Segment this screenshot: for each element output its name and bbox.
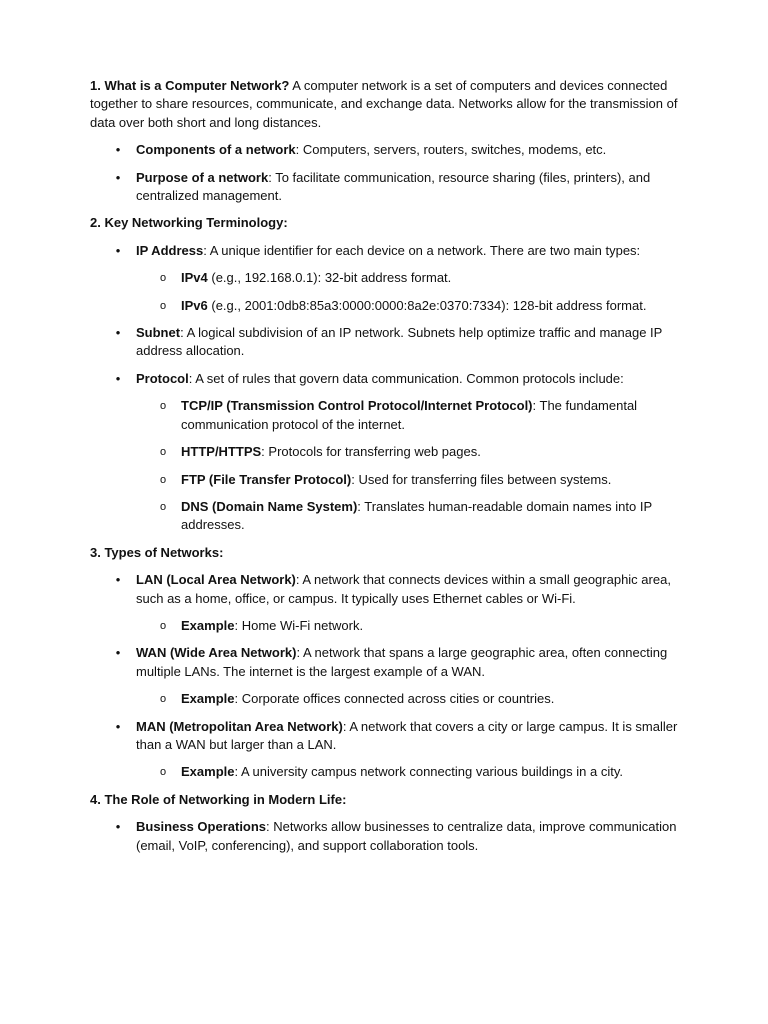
sub-list-item [136, 297, 680, 315]
item-term: IP Address [136, 242, 204, 258]
sub-item-term: Example [181, 691, 235, 707]
sub-list-item [136, 471, 680, 489]
circle-bullet-icon: o [159, 299, 167, 312]
list-item [90, 141, 680, 159]
section-2-list [90, 242, 680, 535]
bullet-icon: • [115, 142, 121, 158]
item-term: WAN (Wide Area Network) [136, 645, 297, 661]
sub-list [136, 397, 680, 534]
bullet-icon: • [115, 645, 121, 661]
sub-item-text: : The fundamental communication protocol of the internet. [181, 398, 638, 432]
sub-list-item [136, 763, 680, 781]
item-text: : A logical subdivision of an IP network. Subnets help optimize traffic and manage IP address allocation. [136, 325, 663, 359]
bullet-icon: • [115, 370, 121, 386]
item-text: : Networks allow businesses to centralize data, improve communication (email, VoIP, conferencing), and support collaboration tools. [136, 819, 677, 853]
section-4-heading [90, 791, 680, 809]
section-1-list [90, 141, 680, 205]
item-text: : A unique identifier for each device on a network. There are two main types: [203, 242, 641, 258]
item-term: LAN (Local Area Network) [136, 572, 296, 588]
sub-item-term: TCP/IP (Transmission Control Protocol/Internet Protocol) [181, 398, 533, 414]
section-3-heading-text: 3. Types of Networks: [90, 544, 224, 560]
sub-item-term: Example [181, 764, 235, 780]
item-term: Subnet [136, 325, 181, 341]
section-2-heading [90, 214, 680, 232]
sub-list-item [136, 397, 680, 434]
list-item [90, 169, 680, 206]
sub-item-text: (e.g., 2001:0db8:85a3:0000:0000:8a2e:0370:7334): 128-bit address format. [207, 297, 647, 313]
sub-item-term: HTTP/HTTPS [181, 444, 262, 460]
bullet-icon: • [115, 242, 121, 258]
sub-list [136, 269, 680, 315]
bullet-icon: • [115, 169, 121, 185]
sub-item-term: IPv6 [181, 297, 208, 313]
sub-item-text: : A university campus network connecting various buildings in a city. [234, 764, 623, 780]
item-text: : A set of rules that govern data communication. Common protocols include: [188, 370, 624, 386]
circle-bullet-icon: o [159, 500, 167, 513]
list-item [90, 571, 680, 635]
sub-list-item [136, 498, 680, 535]
item-term: Protocol [136, 370, 189, 386]
circle-bullet-icon: o [159, 473, 167, 486]
list-item [90, 324, 680, 361]
bullet-icon: • [115, 325, 121, 341]
section-4-list [90, 818, 680, 855]
circle-bullet-icon: o [159, 619, 167, 632]
sub-list-item [136, 443, 680, 461]
bullet-icon: • [115, 718, 121, 734]
section-3-heading [90, 544, 680, 562]
sub-list-item [136, 690, 680, 708]
item-text: : To facilitate communication, resource sharing (files, printers), and centralized management. [136, 169, 651, 204]
item-text: : A network that spans a large geographic area, often connecting multiple LANs. The internet is the largest example of a WAN. [136, 645, 668, 679]
sub-list [136, 763, 680, 781]
circle-bullet-icon: o [159, 446, 167, 459]
section-3-list [90, 571, 680, 782]
sub-item-term: Example [181, 617, 235, 633]
sub-item-term: IPv4 [181, 270, 208, 286]
circle-bullet-icon: o [159, 400, 167, 413]
item-term: Components of a network [136, 142, 296, 158]
item-text: : Computers, servers, routers, switches, modems, etc. [295, 142, 607, 158]
section-4-heading-text: 4. The Role of Networking in Modern Life: [90, 791, 347, 807]
section-1-heading: 1. What is a Computer Network? [90, 78, 290, 93]
item-text: : A network that covers a city or large campus. It is smaller than a WAN but larger than a LAN. [136, 718, 678, 752]
sub-item-term: FTP (File Transfer Protocol) [181, 471, 352, 487]
sub-list [136, 690, 680, 708]
sub-item-text: : Translates human-readable domain names into IP addresses. [181, 498, 652, 533]
section-2-heading-text: 2. Key Networking Terminology: [90, 215, 288, 231]
item-term: Purpose of a network [136, 169, 269, 185]
sub-list-item [136, 269, 680, 287]
list-item [90, 818, 680, 855]
sub-item-text: (e.g., 192.168.0.1): 32-bit address format. [207, 270, 452, 286]
list-item [90, 644, 680, 708]
sub-item-text: : Home Wi-Fi network. [234, 617, 364, 633]
section-1-intro-text: A computer network is a set of computers and devices connected together to share resources, communicate, and exchange data. Networks allow for the transmission of data over both short and long distances. [90, 78, 678, 130]
list-item [90, 242, 680, 315]
list-item [90, 370, 680, 535]
item-term: MAN (Metropolitan Area Network) [136, 718, 343, 734]
item-term: Business Operations [136, 819, 267, 835]
bullet-icon: • [115, 572, 121, 588]
sub-list-item [136, 617, 680, 635]
sub-item-text: : Corporate offices connected across cities or countries. [234, 691, 555, 707]
circle-bullet-icon: o [159, 693, 167, 706]
bullet-icon: • [115, 819, 121, 835]
section-1-intro [90, 77, 680, 132]
sub-item-text: : Used for transferring files between systems. [351, 471, 612, 487]
sub-item-term: DNS (Domain Name System) [181, 498, 358, 514]
sub-item-text: : Protocols for transferring web pages. [261, 444, 481, 460]
list-item [90, 718, 680, 782]
sub-list [136, 617, 680, 635]
circle-bullet-icon: o [159, 272, 167, 285]
circle-bullet-icon: o [159, 766, 167, 779]
item-text: : A network that connects devices within a small geographic area, such as a home, office, or campus. It typically uses Ethernet cables or Wi-Fi. [136, 572, 671, 606]
